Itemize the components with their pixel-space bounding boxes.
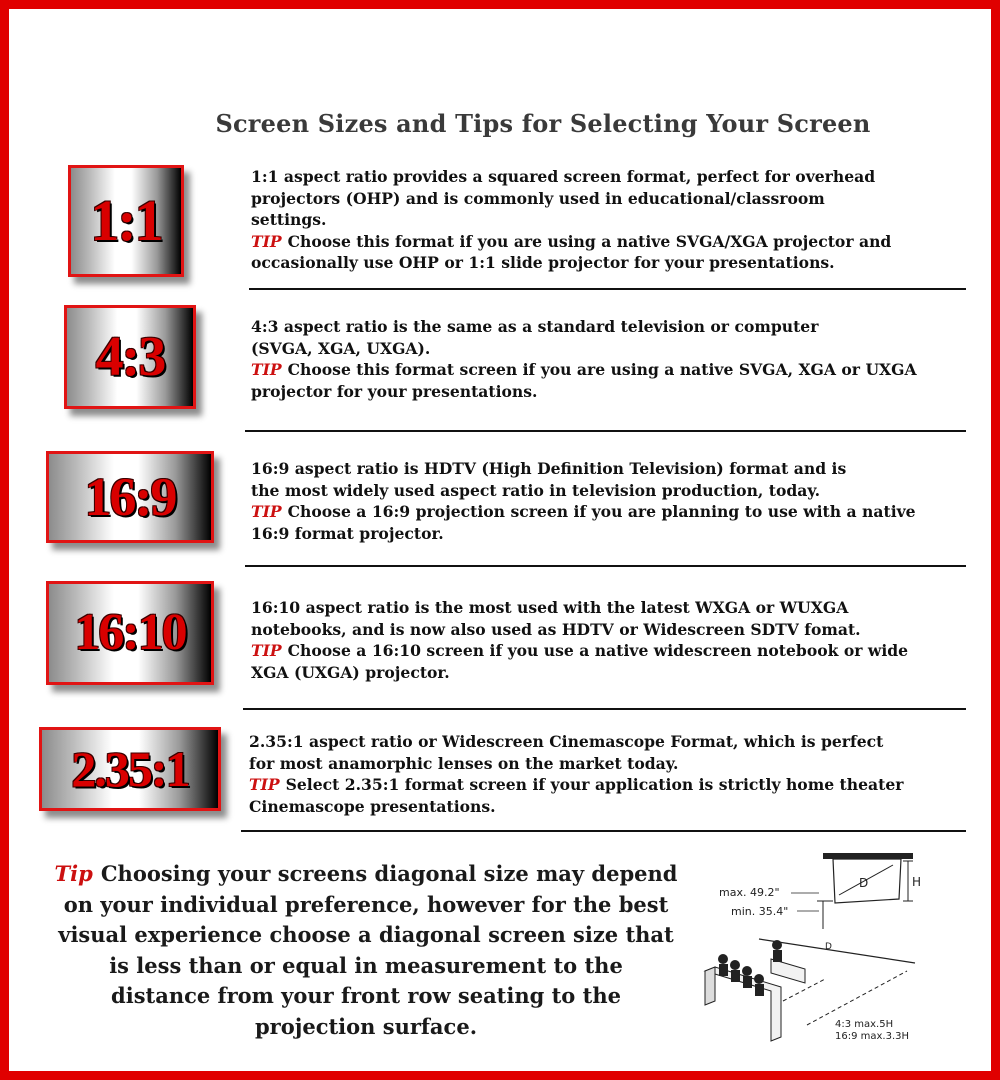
- audience-seating-illustration: [705, 940, 805, 1041]
- tip-label: TIP: [251, 641, 282, 660]
- badge-label: 2.35:1: [71, 741, 189, 797]
- description-line: projectors (OHP) and is commonly used in educational/classroom: [251, 188, 825, 208]
- tip-text: Choosing your screens diagonal size may depend: [100, 861, 678, 886]
- section-description-1-1: [251, 166, 891, 274]
- description-line: for most anamorphic lenses on the market today.: [249, 753, 679, 773]
- floor-distance-label: D: [825, 942, 832, 952]
- min-height-label: min. 35.4": [731, 905, 789, 918]
- section-divider: [249, 288, 966, 290]
- tip-line: visual experience choose a diagonal screen size that: [58, 922, 674, 947]
- tip-text: Choose a 16:9 projection screen if you are planning to use with a native: [287, 502, 916, 521]
- description-line: 4:3 aspect ratio is the same as a standard television or computer: [251, 317, 819, 336]
- section-description-2-35-1: [249, 731, 903, 817]
- viewing-distance-diagram: [701, 841, 927, 1051]
- description-line: notebooks, and is now also used as HDTV or Widescreen SDTV fomat.: [251, 619, 861, 639]
- max-height-label: max. 49.2": [719, 886, 780, 899]
- badge-label: 16:10: [74, 604, 186, 661]
- page-title: Screen Sizes and Tips for Selecting Your Screen: [215, 109, 871, 138]
- tip-text: Choose this format if you are using a native SVGA/XGA projector and: [287, 231, 892, 251]
- badge-label: 4:3: [95, 326, 165, 388]
- badge-16-9: [46, 451, 214, 543]
- badge-2-35-1: [39, 727, 221, 811]
- description-line: 2.35:1 aspect ratio or Widescreen Cinemascope Format, which is perfect: [249, 732, 884, 751]
- section-divider: [245, 430, 966, 432]
- badge-4-3: [64, 305, 196, 409]
- tip-line: occasionally use OHP or 1:1 slide projector for your presentations.: [251, 253, 835, 272]
- badge-label: 1:1: [90, 188, 162, 253]
- tip-line: [249, 774, 903, 796]
- tip-line: distance from your front row seating to the: [111, 983, 621, 1008]
- tip-label: Tip: [54, 861, 93, 886]
- description-line: 16:10 aspect ratio is the most used with the latest WXGA or WUXGA: [251, 598, 849, 617]
- tip-text: Choose a 16:10 screen if you use a native widescreen notebook or wide: [287, 641, 909, 660]
- description-line: settings.: [251, 210, 327, 229]
- description-line: 1:1 aspect ratio provides a squared screen format, perfect for overhead: [251, 167, 876, 186]
- tip-line: [251, 231, 891, 253]
- tip-line: XGA (UXGA) projector.: [251, 662, 450, 682]
- section-divider: [245, 565, 966, 567]
- tip-line: [251, 501, 916, 523]
- ratio-distance-label-4-3: 4:3 max.5H: [835, 1019, 894, 1030]
- tip-line: on your individual preference, however for the best: [63, 891, 669, 917]
- tip-line: 16:9 format projector.: [251, 523, 444, 543]
- section-description-16-9: [251, 458, 916, 544]
- tip-label: TIP: [251, 502, 282, 521]
- section-divider: [243, 708, 966, 710]
- description-line: (SVGA, XGA, UXGA).: [251, 338, 431, 358]
- tip-line: Cinemascope presentations.: [249, 796, 496, 816]
- tip-line: [251, 359, 917, 381]
- ratio-distance-label-16-9: 16:9 max.3.3H: [835, 1031, 910, 1042]
- badge-1-1: [68, 165, 184, 277]
- diagonal-size-tip: [31, 859, 701, 1042]
- tip-text: Select 2.35:1 format screen if your application is strictly home theater: [285, 775, 904, 794]
- badge-16-10: [46, 581, 214, 685]
- badge-label: 16:9: [84, 467, 176, 527]
- section-description-16-10: [251, 597, 908, 683]
- description-line: the most widely used aspect ratio in television production, today.: [251, 480, 821, 500]
- description-line: 16:9 aspect ratio is HDTV (High Definition Television) format and is: [251, 459, 847, 478]
- section-description-4-3: [251, 316, 917, 402]
- screen-diagonal-label: D: [859, 876, 869, 890]
- tip-line: projector for your presentations.: [251, 381, 538, 401]
- tip-text: Choose this format screen if you are using a native SVGA, XGA or UXGA: [287, 360, 917, 379]
- section-divider: [241, 830, 966, 832]
- tip-line: [251, 640, 908, 662]
- tip-line: is less than or equal in measurement to the: [109, 952, 623, 978]
- tip-line: projection surface.: [254, 1013, 478, 1039]
- tip-line: [31, 859, 701, 890]
- tip-label: TIP: [251, 231, 282, 251]
- screen-height-label: H: [912, 875, 922, 889]
- tip-label: TIP: [249, 775, 280, 794]
- tip-label: TIP: [251, 360, 282, 379]
